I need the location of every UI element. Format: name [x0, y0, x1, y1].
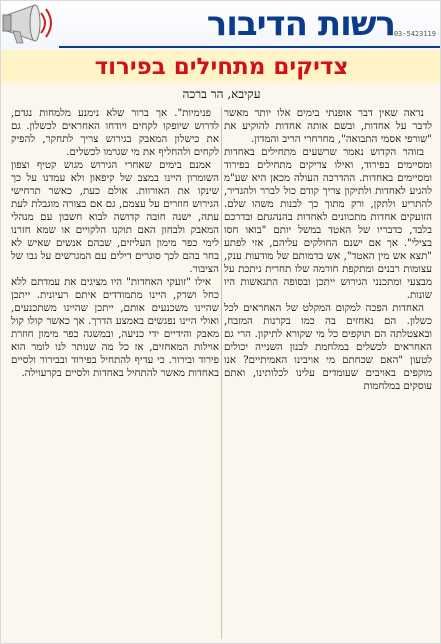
article-column-right [224, 107, 432, 641]
paragraph: נראה שאין דבר אופנתי בימים אלו יותר מאשר לדבר על אחדות, ובשם אותה אחדות להוקיע את "שורפי אסמי התבואה", מחרחרי הריב והמדון. [224, 108, 432, 145]
article-headline: צדיקים מתחילים בפירוד [1, 50, 441, 83]
megaphone-icon [1, 1, 57, 49]
date-stamp: 03-5423119 [393, 30, 436, 38]
header-divider [59, 46, 441, 48]
article-byline: עקיבא, הר ברכה [182, 86, 261, 101]
article-column-left [11, 107, 219, 641]
paragraph: אילו "זועקי האחדות" היו מציגים את עמדתם ללא כחל ושרק, היינו מתמודדים איתם רעיונית. ייתכן שהיינו משכנעים אותם, ייתכן שהיינו משתכנעים, ואולי היינו נפגשים באמצע הדרך. אך כאשר קולו קול מאבק והידיים ידי כניעה, ובמשגה כפר מימון חוזרת אוילות המאחזים, אז כל מה שנותר לנו לומר הוא פירוד ובירור. כי עדיף להתחיל בפירוד ובבירור ולסיים באחדות מאשר להתחיל באחדות ולסיים בקרעוילה. [11, 277, 219, 379]
paragraph: פנימיות". אך ברור שלא נימנע מלמחות נגדם, לדרוש שיופקו לקחים ויודחו האחראים לכשלון. גם את כישלון המאבק בגירוש צריך לתחקר, להפיק לקחים ולהחליף את מי שגרמו לכשלים. [11, 108, 219, 158]
paragraph: האחדות הפכה למקום המקלט של האחראים לכל כשלון. הם נאחזים בה כמו בקרנות המזבח, ובאצטלתה הם תוקפים כל מי שקורא לתיקון. הרי גם האחראים לכשלים במלחמת לבנון השנייה יכולים לטעון "האם שכחתם מי אויבינו האמיתיים? אנו מוקפים באויבים שעומדים עלינו לכלותינו, ואתם עוסקים במלחמות [224, 303, 432, 392]
paragraph: אמנם בימים שאחרי הגירוש מגוש קטיף וצפון השומרון היינו במצב של קיפאון ולא עמדנו על כך שינקו את האורוות. אולם כעת, כאשר תרחישי הגירוש חוזרים על עצמם, גם אם בצורה מוגבלת לעת עתה, ישנה חובה קדושה לבוא חשבון עם מנהלי המאבק ולבחון האם תוקנו הלקויים או שמא חזרנו לימי כפר מימון העליזים, שבהם אנשים שאיש לא בחר בהם לכך סוגרים דילים עם המגרשים על גבו של הציבור. [11, 160, 219, 275]
column-divider [221, 107, 222, 639]
column-header [1, 1, 441, 49]
section-title: רשות הדיבור [206, 4, 395, 44]
paragraph: בזוהר הקדוש נאמר שרשעים מתחילים באחדות ומסיימים בפירוד, ואילו צדיקים מתחילים בפירוד ומסיימים באחדות. ההדרכה העולה מכאן היא שע"מ להגיע לאחדות ולתיקון צריך קודם כול לברר ולהגדיר, להתריע ולתקן, ורק מתוך כך לבנות משהו שלם. הזועקים אחדות מתכוונים לאחדות בהנהגתם ובדרכם בלבד, כדבריו של האטד במשל יותם "בואו חסו בצילי". אך אם ישנם החולקים עליהם, אזי לפתע "תצא אש מין האטד", אש בדמותם של מודעות ענק, עצומות רבנים ומתקפת חורמה שלו תחרית ניתכת על מבצעי ומתכנני הגירוש ייתכן ובסופה התגאשות היו שונות. [224, 147, 432, 301]
